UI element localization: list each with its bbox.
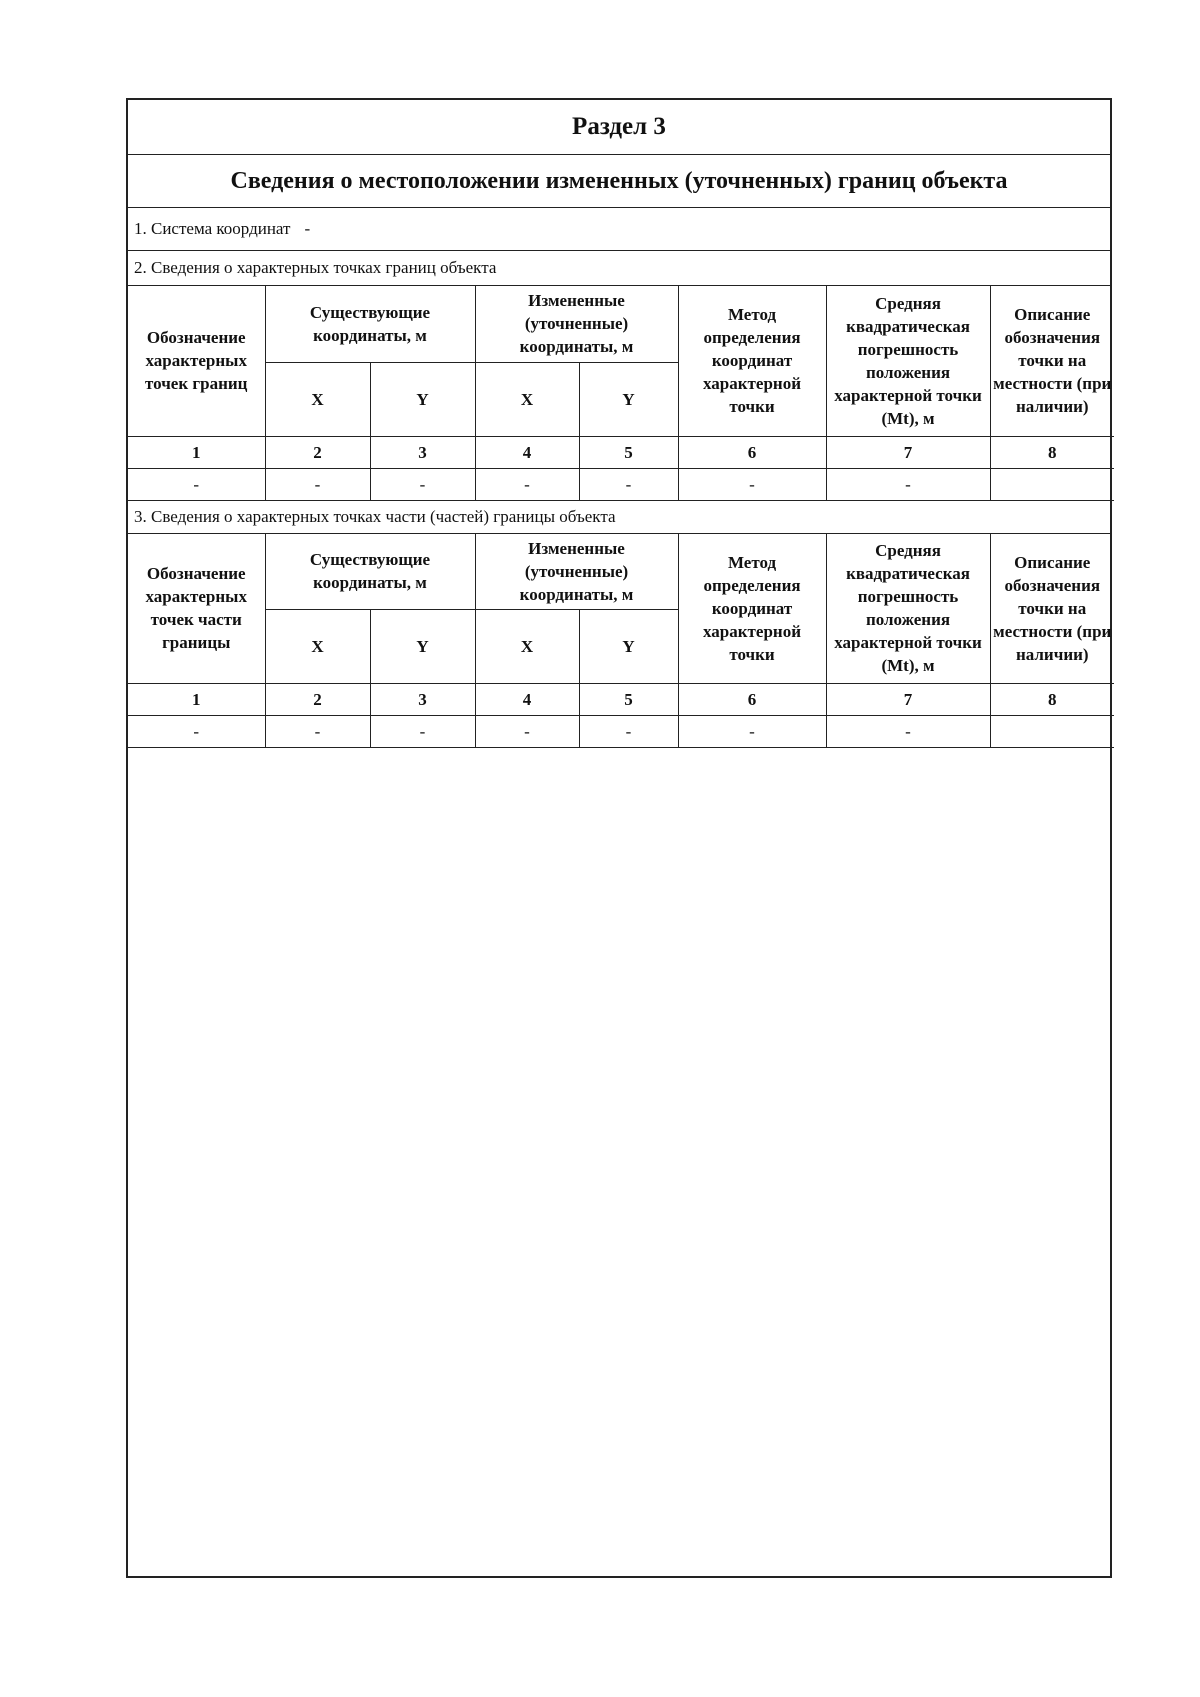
table-cell: - [128,468,265,500]
column-number: 3 [370,684,475,716]
column-number-row [128,436,1114,468]
header-existing-coords: Существующие координаты, м [265,286,475,362]
table-cell: - [128,716,265,748]
header-existing-coords: Существующие координаты, м [265,534,475,610]
column-number: 3 [370,436,475,468]
header-changed-coords: Измененные (уточненные) координаты, м [475,286,678,362]
table-cell: - [579,716,678,748]
header-error: Средняя квадратическая погрешность положения характерной точки (Mt), м [826,534,990,684]
header-existing-y: Y [370,362,475,436]
column-number: 1 [128,436,265,468]
header-description: Описание обозначения точки на местности (при наличии) [990,286,1114,436]
table-cell: - [370,468,475,500]
header-method: Метод определения координат характерной точки [678,286,826,436]
header-method: Метод определения координат характерной точки [678,534,826,684]
column-number: 5 [579,684,678,716]
table-cell: - [826,716,990,748]
section2-heading: 2. Сведения о характерных точках границ объекта [128,251,1110,286]
header-existing-x: X [265,610,370,684]
column-number: 5 [579,436,678,468]
column-number: 8 [990,684,1114,716]
coordinate-system-row [128,208,1110,251]
table-cell: - [370,716,475,748]
header-description: Описание обозначения точки на местности (при наличии) [990,534,1114,684]
header-existing-y: Y [370,610,475,684]
table-cell: - [826,468,990,500]
column-number: 6 [678,684,826,716]
coordinate-system-value: - [304,219,311,238]
header-changed-coords: Измененные (уточненные) координаты, м [475,534,678,610]
table-cell [990,468,1114,500]
table-row [128,716,1114,748]
column-number: 1 [128,684,265,716]
header-designation: Обозначение характерных точек границ [128,286,265,436]
column-number-row [128,684,1114,716]
coordinate-system-label: 1. Система координат [134,219,291,238]
table-cell [990,716,1114,748]
header-changed-y: Y [579,362,678,436]
table-cell: - [265,716,370,748]
table-cell: - [265,468,370,500]
header-existing-x: X [265,362,370,436]
column-number: 2 [265,684,370,716]
section3-table [128,534,1114,749]
column-number: 4 [475,436,579,468]
header-changed-x: X [475,362,579,436]
section2-table [128,286,1114,501]
column-number: 7 [826,684,990,716]
column-number: 8 [990,436,1114,468]
section-subtitle: Сведения о местоположении измененных (уточненных) границ объекта [128,155,1110,208]
header-error: Средняя квадратическая погрешность положения характерной точки (Mt), м [826,286,990,436]
section3-heading: 3. Сведения о характерных точках части (частей) границы объекта [128,501,1110,534]
table-cell: - [678,716,826,748]
table-cell: - [579,468,678,500]
column-number: 4 [475,684,579,716]
column-number: 7 [826,436,990,468]
column-number: 2 [265,436,370,468]
header-changed-y: Y [579,610,678,684]
column-number: 6 [678,436,826,468]
section-title: Раздел 3 [128,100,1110,155]
header-changed-x: X [475,610,579,684]
header-designation: Обозначение характерных точек части границы [128,534,265,684]
table-cell: - [475,716,579,748]
table-cell: - [678,468,826,500]
table-row [128,468,1114,500]
table-cell: - [475,468,579,500]
document-frame [126,98,1112,1578]
